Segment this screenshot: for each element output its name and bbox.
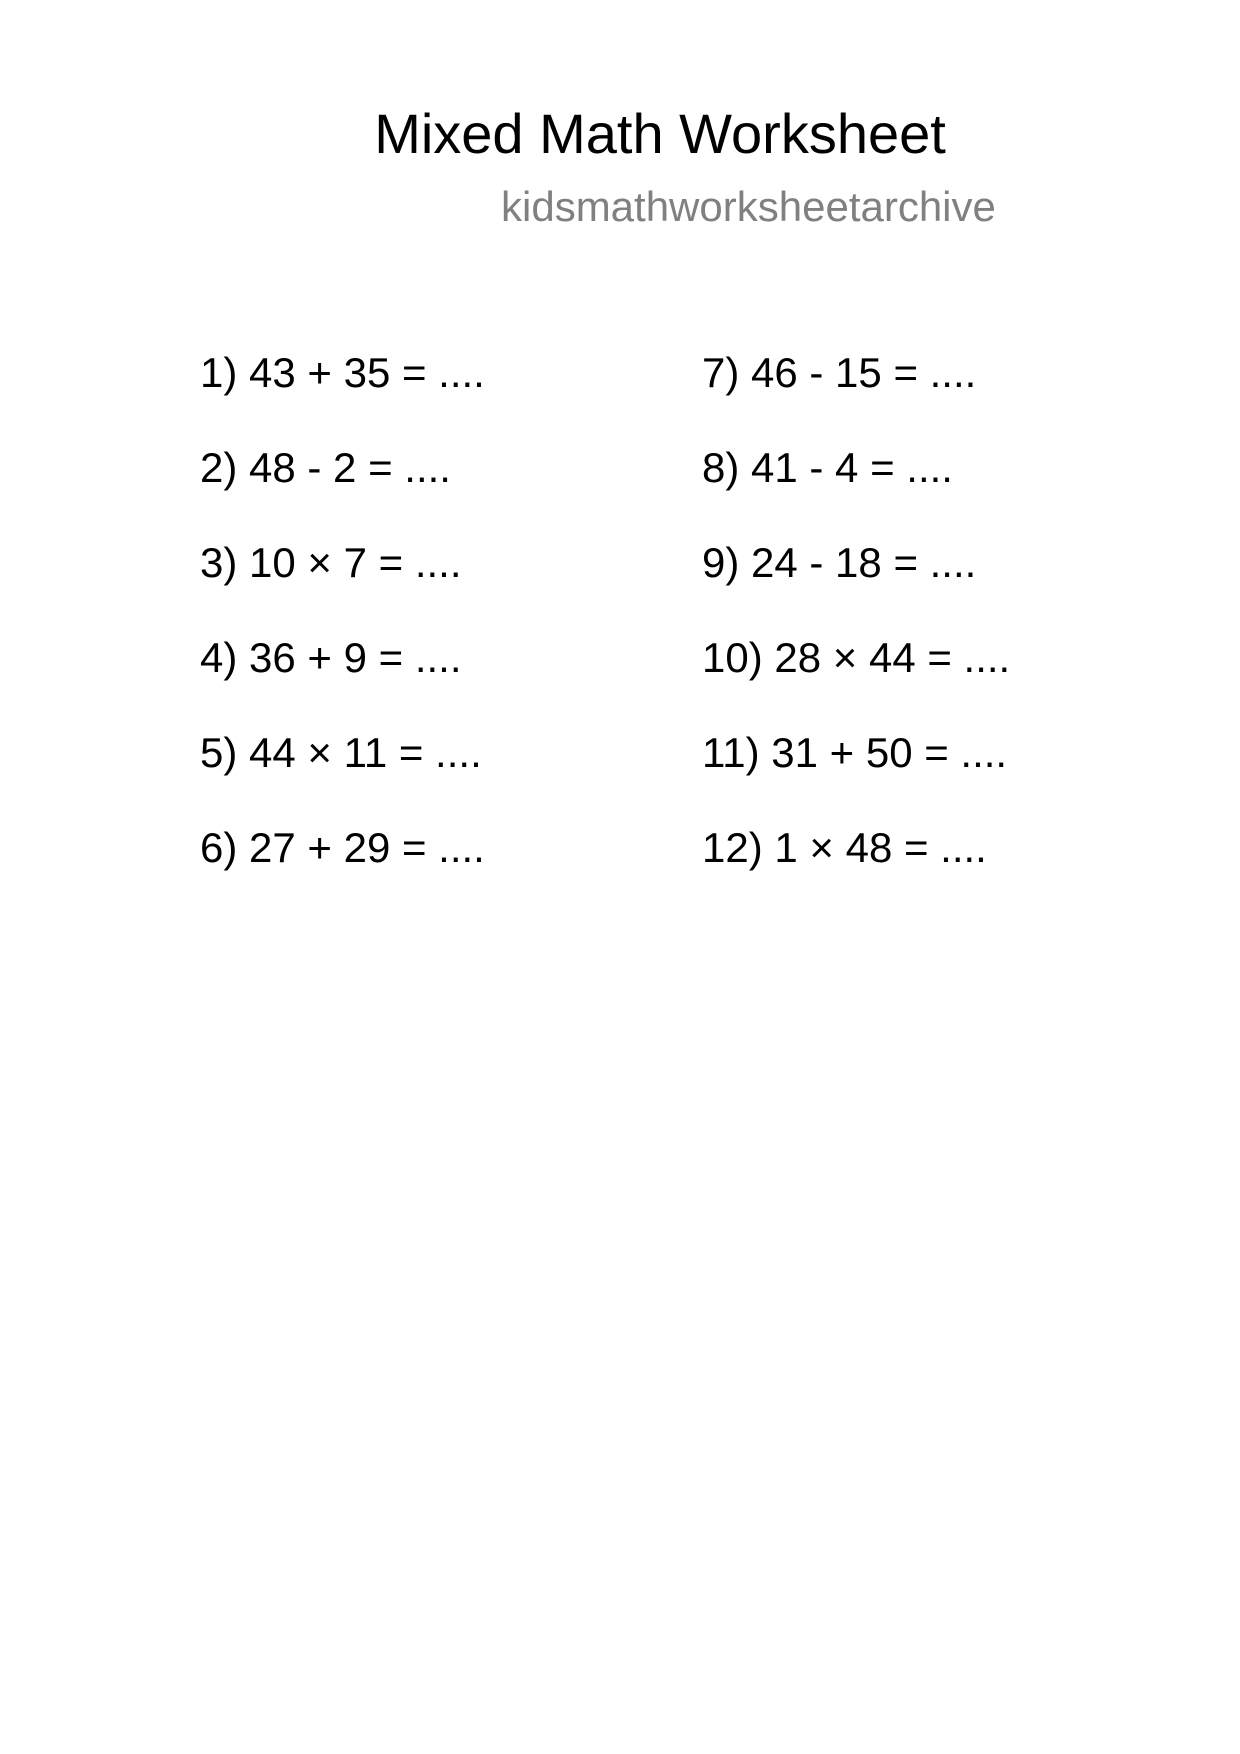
problem-11: 11) 31 + 50 = ....	[702, 729, 1008, 776]
worksheet-source: kidsmathworksheetarchive	[501, 183, 996, 230]
problem-10: 10) 28 × 44 = ....	[702, 634, 1011, 681]
problem-3: 3) 10 × 7 = ....	[200, 539, 462, 586]
worksheet-title: Mixed Math Worksheet	[374, 102, 946, 165]
problem-4: 4) 36 + 9 = ....	[200, 634, 462, 681]
problem-7: 7) 46 - 15 = ....	[702, 349, 977, 396]
problem-12: 12) 1 × 48 = ....	[702, 824, 987, 871]
problem-column-right	[702, 348, 1010, 918]
problem-2: 2) 48 - 2 = ....	[200, 444, 451, 491]
problem-9: 9) 24 - 18 = ....	[702, 539, 977, 586]
problem-6: 6) 27 + 29 = ....	[200, 824, 485, 871]
problem-5: 5) 44 × 11 = ....	[200, 729, 482, 776]
problem-column-left	[200, 348, 485, 918]
problem-8: 8) 41 - 4 = ....	[702, 444, 953, 491]
problem-1: 1) 43 + 35 = ....	[200, 349, 485, 396]
